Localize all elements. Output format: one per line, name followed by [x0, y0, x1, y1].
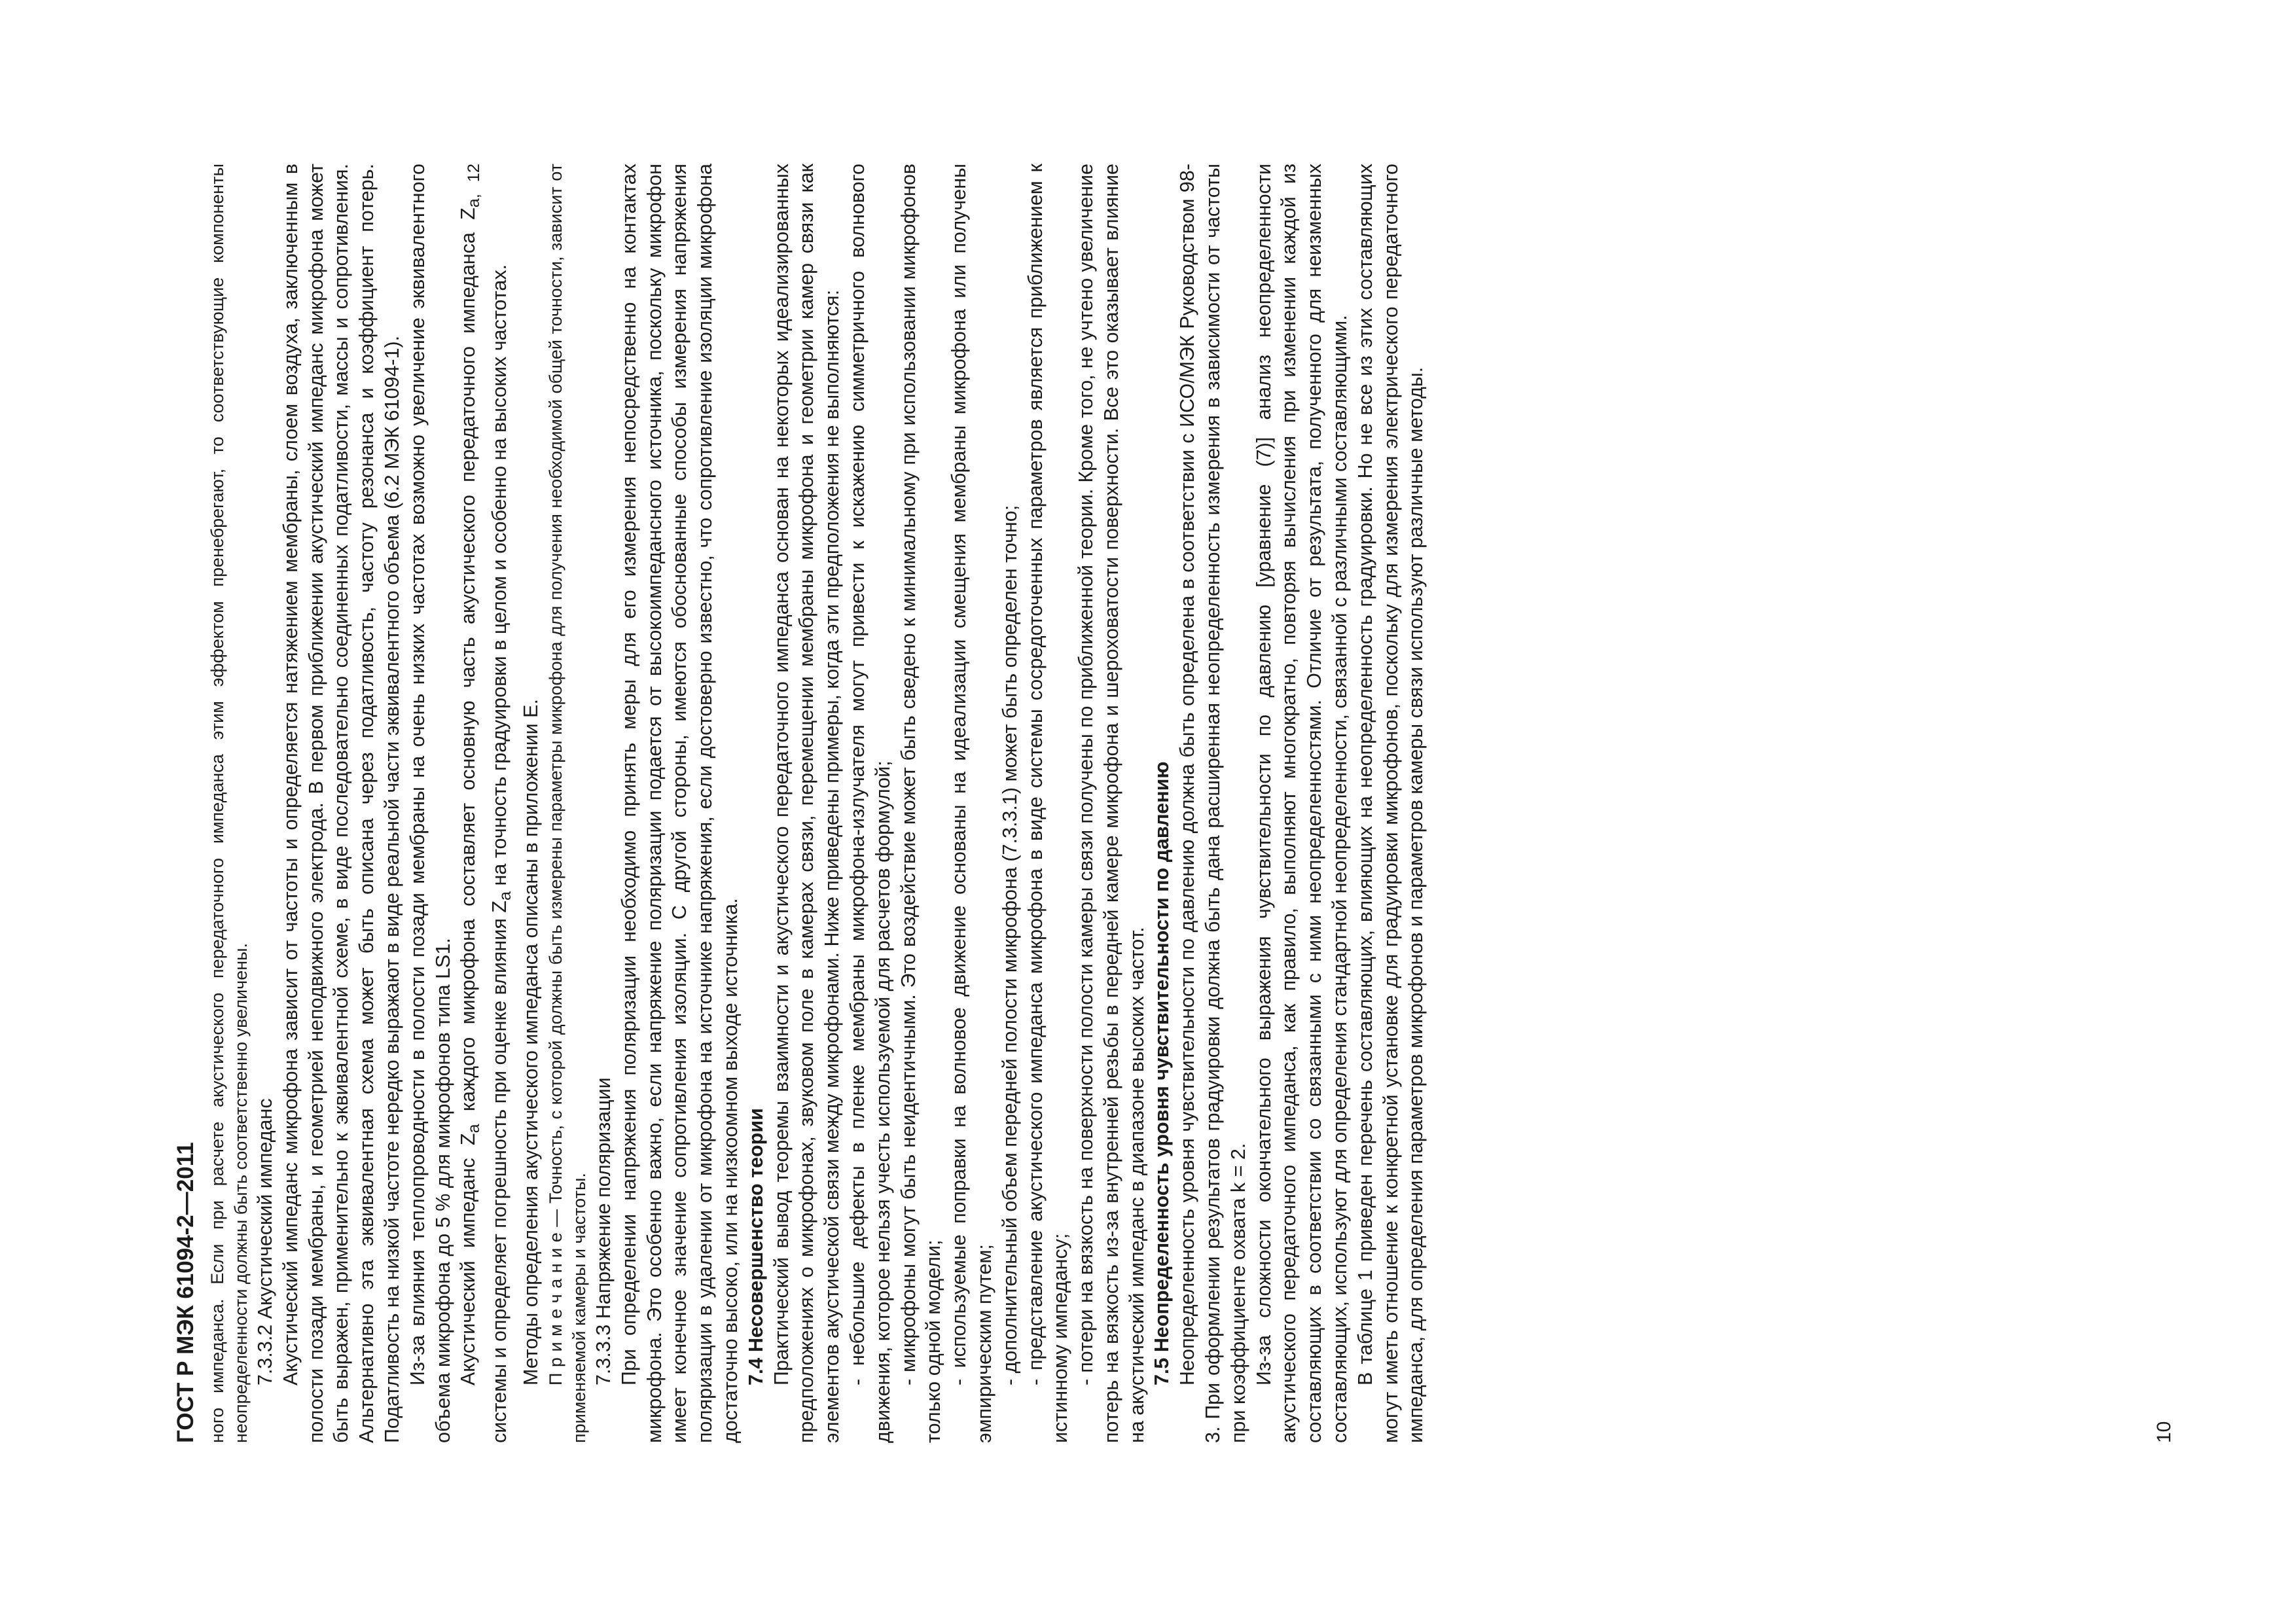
text-run: каждого микрофона составляет основную часть акустического передаточного импеданса Z — [457, 207, 480, 1124]
intro-paragraph: ного импеданса. Если при расчете акустического передаточного импеданса этим эффектом пренебрегают, то соответствующие компоненты неопределенности должны быть соответственно увеличены. — [207, 164, 251, 1443]
list-item: - микрофоны могут быть неидентичными. Это воздействие может быть сведено к минимальному при использовании микрофонов только одной модели; — [897, 164, 945, 1443]
document-page — [171, 164, 1429, 1443]
list-item: - небольшие дефекты в пленке мембраны микрофона-излучателя могут привести к искажению симметричного волнового движения, которое нельзя учесть используемой для расчетов формулой; — [846, 164, 894, 1443]
list-item: - дополнительный объем передней полости микрофона (7.3.3.1) может быть определен точно; — [998, 505, 1021, 1385]
note-text: — Точность, с которой должны быть измерены параметры микрофона для получения необходимой общей точности, зависит от применяемой камеры и частоты. — [545, 164, 589, 1443]
subscript: a — [465, 1124, 484, 1133]
text-run: системы и определяет погрешность при оценке влияния Z — [488, 901, 511, 1443]
note — [544, 164, 591, 1443]
section-7332-paragraph-2: Из-за влияния теплопроводности в полости позади мембраны на очень низких частотах возможно увеличение эквивалентного объема микрофона до 5 % для микрофонов типа LS1. — [406, 164, 454, 1443]
list-item: - потери на вязкость на поверхности полости камеры связи получены по приближенной теории. Кроме того, не учтено увеличение потерь на вязкость из-за внутренней резьбы в передней камере микрофона и шероховатости поверхности. Все это оказывает влияние на акустический импеданс в диапазоне высоких частот. — [1075, 164, 1148, 1443]
text-run: на точность градуировки в целом и особенно на высоких частотах. — [488, 264, 511, 891]
subscript: a — [496, 891, 515, 901]
section-7333-heading: 7.3.3.3 Напряжение поляризации — [592, 1077, 615, 1385]
section-7332-paragraph-4: Методы определения акустического импеданса описаны в приложении Е. — [520, 699, 543, 1385]
section-74-heading: 7.4 Несовершенство теории — [744, 1108, 767, 1385]
subscript: a, 12 — [465, 164, 484, 208]
section-7332-paragraph-1: Акустический импеданс микрофона зависит от частоты и определяется натяжением мембраны, слоем воздуха, заключенным в полости позади мембраны, и геометрией неподвижного электрода. В первом приближении акустический импеданс микрофона может быть выражен, применительно к эквивалентной схеме, в виде последовательно соединенных податливости, массы и сопротивления. Альтернативно эта эквивалентная схема может быть описана через податливость, частоту резонанса и коэффициент потерь. Податливость на низкой частоте нередко выражают в виде реальной части эквивалентного объема (6.2 МЭК 61094-1). — [279, 164, 403, 1443]
section-7333-paragraph-1: При определении напряжения поляризации необходимо принять меры для его измерения непосредственно на контактах микрофона. Это особенно важно, если напряжение поляризации подается от высокоимпедансного источника, поскольку микрофон имеет конечное значение сопротивления изоляции. С другой стороны, имеются обоснованные способы измерения напряжения поляризации в удалении от микрофона на источнике напряжения, если достоверно известно, что сопротивление изоляции микрофона достаточно высоко, или на низкоомном выходе источника. — [617, 164, 742, 1443]
section-75-paragraph-2: Из-за сложности окончательного выражения чувствительности по давлению [уравнение (7)] анализ неопределенности акустического передаточного импеданса, как правило, выполняют многократно, повторяя вычисления при изменении каждой из составляющих в соответствии со связанными с ними неопределенностями. Отличие от результата, полученного для неизменных составляющих, используют для определения стандартной неопределенности, связанной с различными составляющими. — [1252, 164, 1352, 1443]
section-75-paragraph-1: Неопределенность уровня чувствительности по давлению должна быть определена в соответствии с ИСО/МЭК Руководством 98-3. При оформлении результатов градуировки должна быть дана расширенная неопределенность измерения в зависимости от частоты при коэффициенте охвата k = 2. — [1176, 164, 1249, 1443]
page-number: 10 — [2153, 1421, 2175, 1443]
list-item: - представление акустического импеданса микрофона в виде системы сосредоточенных параметров является приближением к истинному импедансу; — [1024, 164, 1072, 1443]
list-item: - используемые поправки на волновое движение основаны на идеализации смещения мембраны микрофона или получены эмпирическим путем; — [948, 164, 996, 1443]
section-75-heading: 7.5 Неопределенность уровня чувствительности по давлению — [1151, 761, 1174, 1385]
text-run: Акустический импеданс Z — [457, 1133, 480, 1385]
section-75-paragraph-3: В таблице 1 приведен перечень составляющих, влияющих на неопределенность градуировки. Но не все из этих составляющих могут иметь отношение к конкретной установке для градуировки микрофонов, поскольку для измерения электрического передаточного импеданса, для определения параметров микрофонов и параметров камеры связи используют различные методы. — [1354, 164, 1427, 1443]
document-header: ГОСТ Р МЭК 61094-2—2011 — [173, 1142, 198, 1443]
note-label: П р и м е ч а н и е — [545, 1232, 565, 1385]
section-7332-paragraph-3 — [456, 164, 518, 1443]
section-7332-heading: 7.3.3.2 Акустический импеданс — [254, 1098, 276, 1385]
section-74-paragraph-1: Практический вывод теоремы взаимности и акустического передаточного импеданса основан на некоторых идеализированных предположениях о микрофонах, звуковом поле в камерах связи, перемещении мембраны микрофона и геометрии камер связи как элементов акустической связи между микрофонами. Ниже приведены примеры, когда эти предположения не выполняются: — [770, 164, 844, 1443]
